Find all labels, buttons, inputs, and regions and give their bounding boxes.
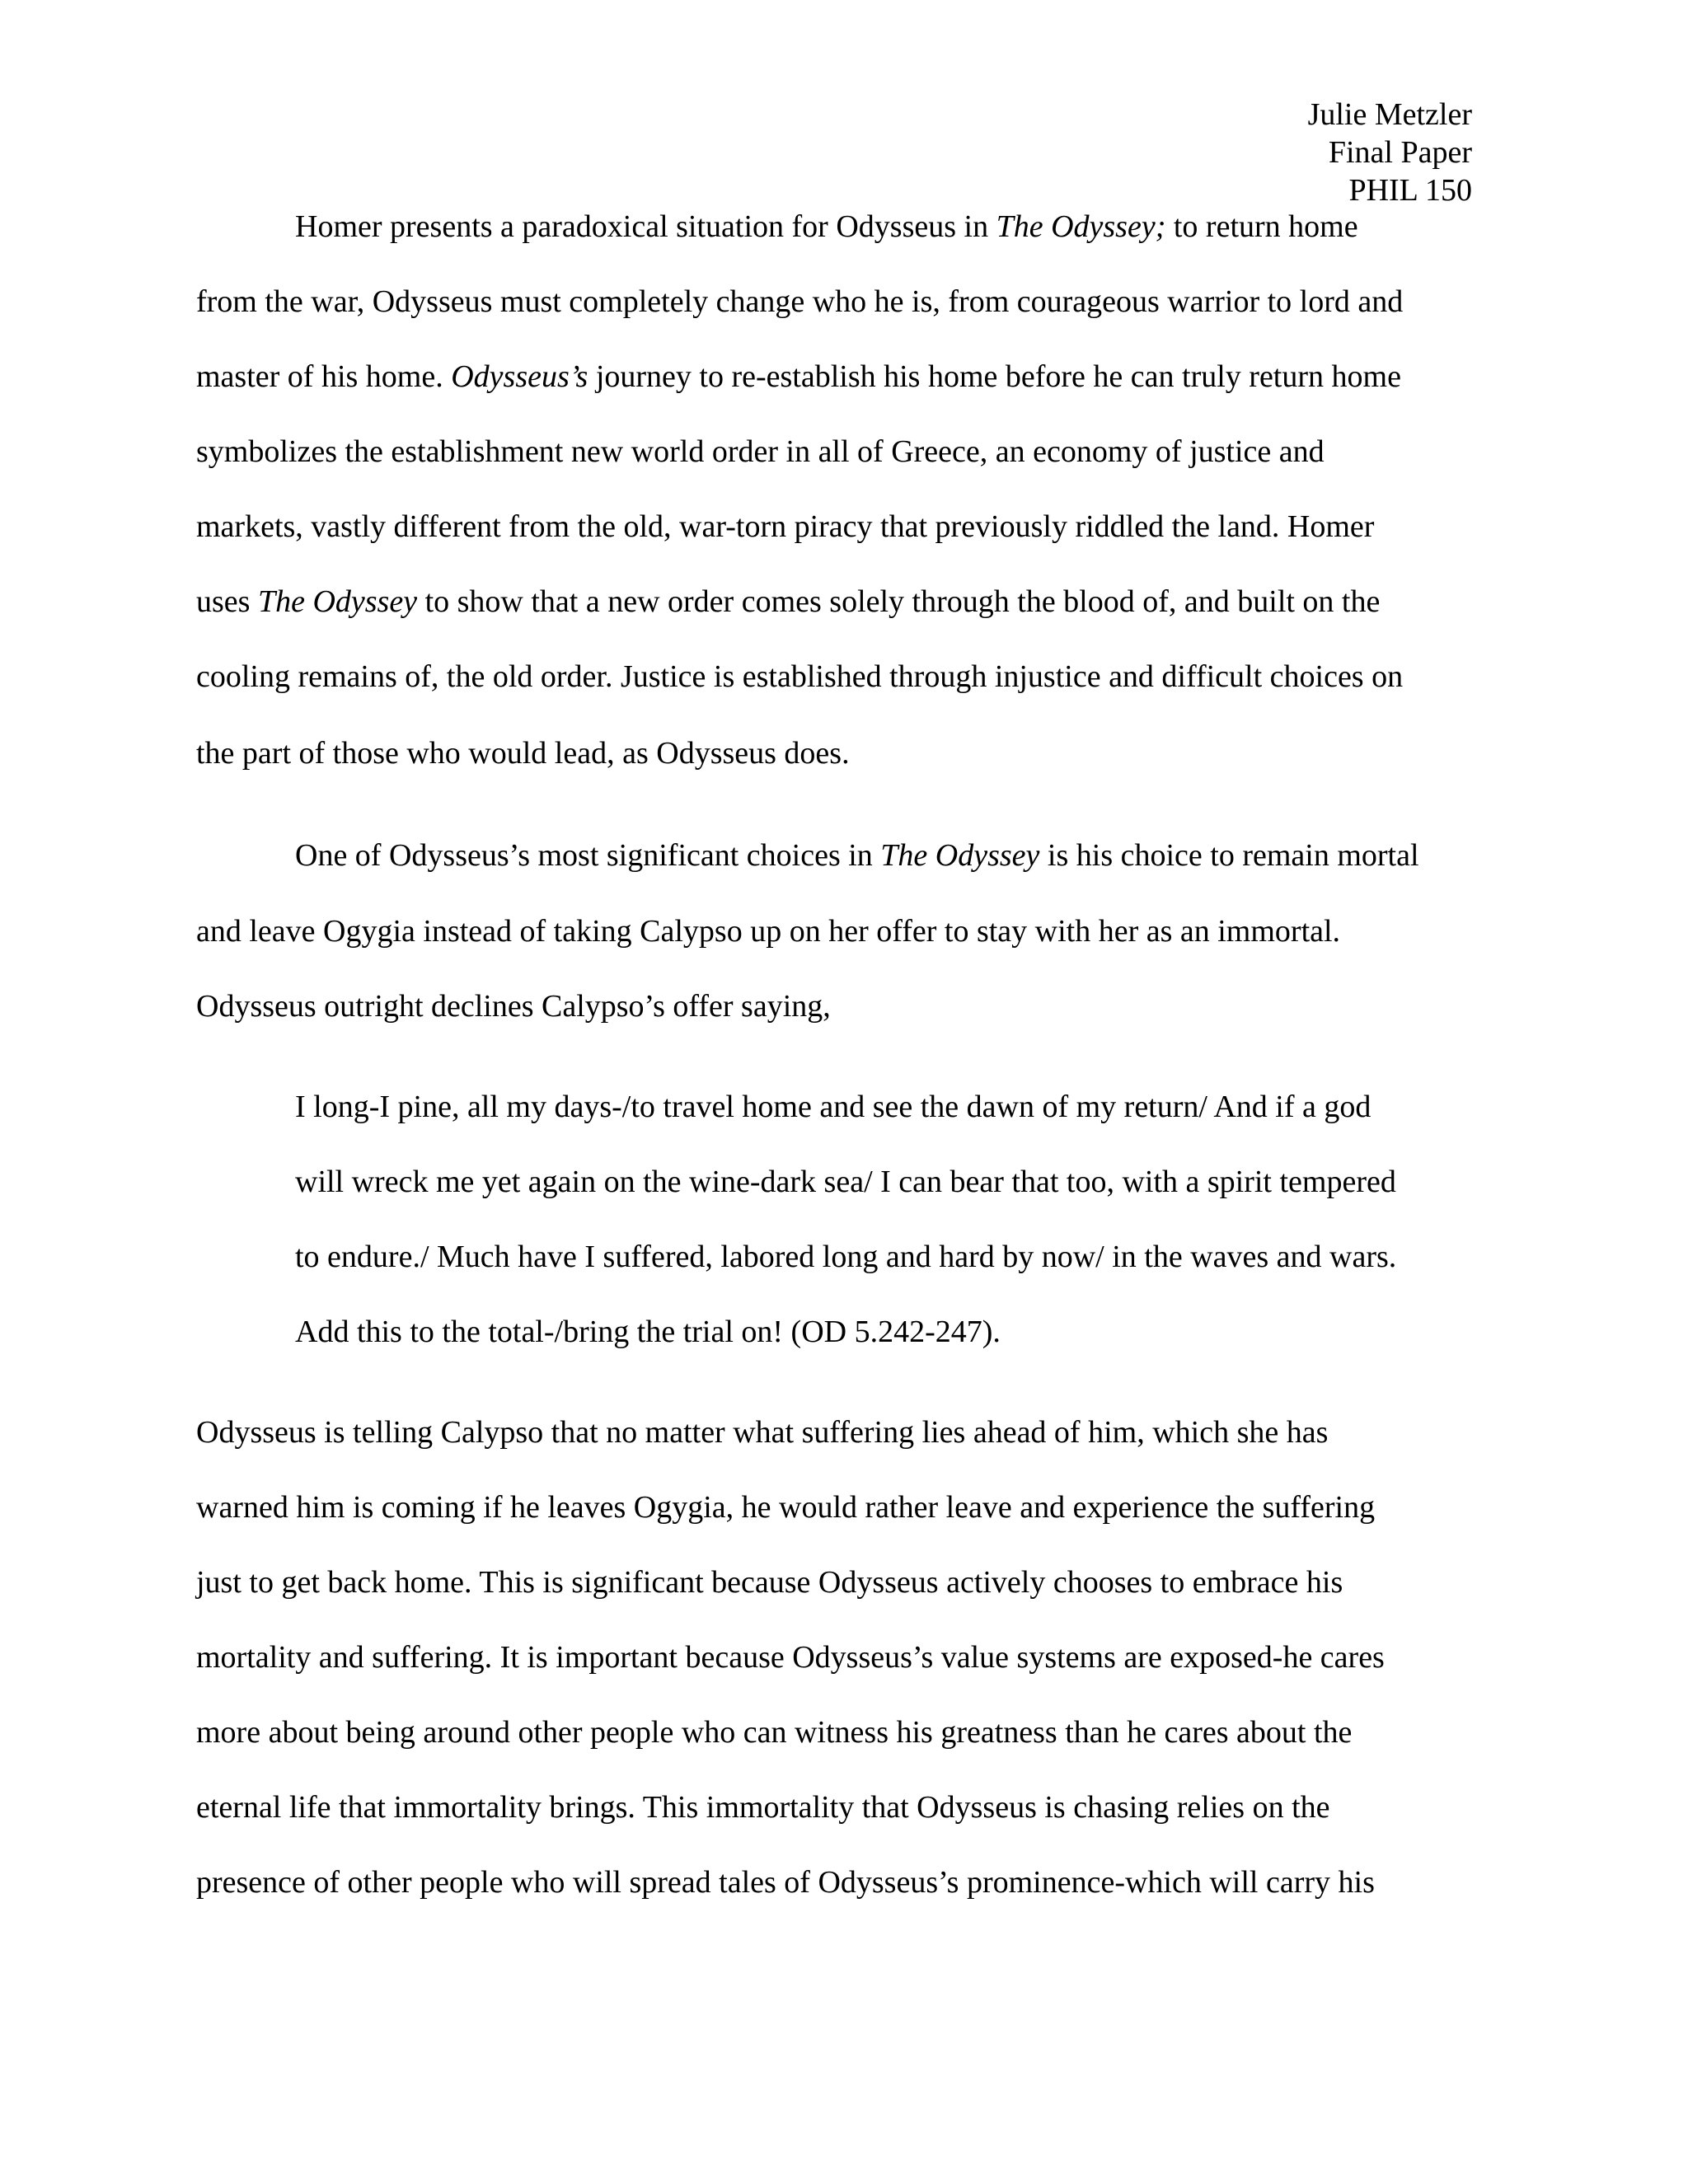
paragraph1-line2: from the war, Odysseus must completely change who he is, from courageous warrior to lord and [196,284,1404,319]
italic-title: The Odyssey [257,584,418,619]
text-span: One of Odysseus’s most significant choices in [295,838,881,873]
paragraph3-line2: warned him is coming if he leaves Ogygia, he would rather leave and experience the suffering [196,1490,1376,1525]
document-header [1308,96,1472,209]
text-span: master of his home. [196,359,452,394]
text-span: to show that a new order comes solely through the blood of, and built on the [417,584,1381,619]
paragraph3-line1: Odysseus is telling Calypso that no matter what suffering lies ahead of him, which she has [196,1415,1329,1450]
italic-title: The Odyssey [880,838,1040,873]
paragraph1-line5: markets, vastly different from the old, war-torn piracy that previously riddled the land. Homer [196,509,1375,544]
paragraph1-line6 [196,583,1380,621]
text-span: Homer presents a paradoxical situation for Odysseus in [295,209,996,244]
paragraph3-line5: more about being around other people who can witness his greatness than he cares about the [196,1715,1353,1750]
paragraph2-line3: Odysseus outright declines Calypso’s offer saying, [196,989,831,1024]
assignment-title: Final Paper [1328,135,1472,170]
text-span: journey to re-establish his home before he can truly return home [588,359,1401,394]
paragraph1-line1 [295,208,1358,246]
paragraph1-line7: cooling remains of, the old order. Justice is established through injustice and difficult choices on [196,659,1404,694]
paragraph1-line3 [196,358,1401,396]
paragraph3-line3: just to get back home. This is significant because Odysseus actively chooses to embrace his [196,1565,1343,1600]
paragraph1-line4: symbolizes the establishment new world order in all of Greece, an economy of justice and [196,434,1325,469]
course-code: PHIL 150 [1348,173,1472,208]
paragraph2-line1 [295,837,1419,874]
block-quote-line4: Add this to the total-/bring the trial on! (OD 5.242-247). [295,1315,1001,1349]
block-quote-line1: I long-I pine, all my days-/to travel home and see the dawn of my return/ And if a god [295,1090,1372,1124]
text-span: uses [196,584,258,619]
text-span: to return home [1165,209,1358,244]
block-quote-line2: will wreck me yet again on the wine-dark sea/ I can bear that too, with a spirit tempered [295,1165,1396,1199]
paragraph1-line8: the part of those who would lead, as Odysseus does. [196,736,850,771]
italic-title: The Odyssey; [996,209,1166,244]
author-name: Julie Metzler [1307,97,1472,132]
paragraph2-line2: and leave Ogygia instead of taking Calypso up on her offer to stay with her as an immortal. [196,914,1341,949]
paragraph3-line6: eternal life that immortality brings. This immortality that Odysseus is chasing relies on the [196,1790,1330,1825]
paragraph3-line7: presence of other people who will spread tales of Odysseus’s prominence-which will carry his [196,1865,1375,1900]
italic-name: Odysseus’s [451,359,588,394]
text-span: is his choice to remain mortal [1039,838,1419,873]
paragraph3-line4: mortality and suffering. It is important because Odysseus’s value systems are exposed-he cares [196,1640,1385,1675]
block-quote-line3: to endure./ Much have I suffered, labored long and hard by now/ in the waves and wars. [295,1240,1397,1274]
